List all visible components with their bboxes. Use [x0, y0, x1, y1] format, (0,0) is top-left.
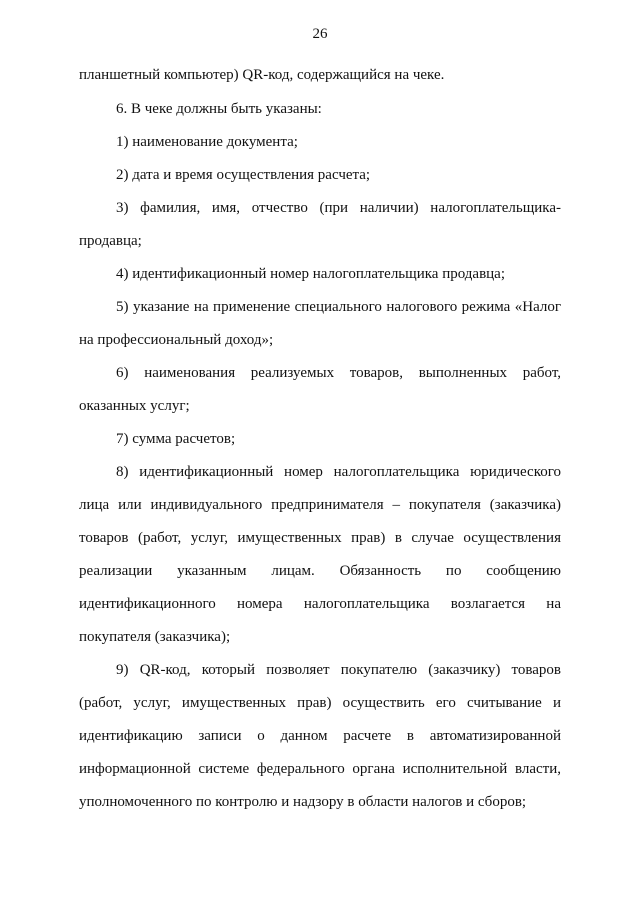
text-line: товаров (работ, услуг, имущественных прав) в случае осуществления — [79, 530, 561, 546]
text-line: оказанных услуг; — [79, 398, 190, 414]
text-line: 4) идентификационный номер налогоплательщика продавца; — [116, 266, 506, 282]
text-line: 1) наименование документа; — [116, 134, 298, 150]
text-line: (работ, услуг, имущественных прав) осуществить его считывание и — [79, 695, 561, 711]
text-line: информационной системе федерального органа исполнительной власти, — [79, 761, 561, 777]
text-line: на профессиональный доход»; — [79, 332, 274, 348]
text-line: 9) QR-код, который позволяет покупателю (заказчику) товаров — [116, 662, 561, 678]
text-line: 3) фамилия, имя, отчество (при наличии) налогоплательщика- — [116, 200, 561, 216]
text-line: продавца; — [79, 233, 142, 249]
text-line: уполномоченного по контролю и надзору в области налогов и сборов; — [79, 794, 527, 810]
text-line: 6. В чеке должны быть указаны: — [116, 101, 322, 117]
text-line: покупателя (заказчика); — [79, 629, 231, 645]
text-line: идентификационного номера налогоплательщика возлагается на — [79, 596, 561, 612]
text-line: 6) наименования реализуемых товаров, выполненных работ, — [116, 365, 561, 381]
text-line: идентификацию записи о данном расчете в автоматизированной — [79, 728, 561, 744]
text-line: 5) указание на применение специального налогового режима «Налог — [116, 299, 561, 315]
page-number: 26 — [312, 26, 328, 42]
text-line: 7) сумма расчетов; — [116, 431, 236, 447]
text-line: реализации указанным лицам. Обязанность по сообщению — [79, 563, 561, 579]
text-line: 2) дата и время осуществления расчета; — [116, 167, 371, 183]
text-line: 8) идентификационный номер налогоплательщика юридического — [116, 464, 561, 480]
text-line: планшетный компьютер) QR-код, содержащийся на чеке. — [79, 67, 445, 83]
text-line: лица или индивидуального предпринимателя – покупателя (заказчика) — [79, 497, 561, 513]
